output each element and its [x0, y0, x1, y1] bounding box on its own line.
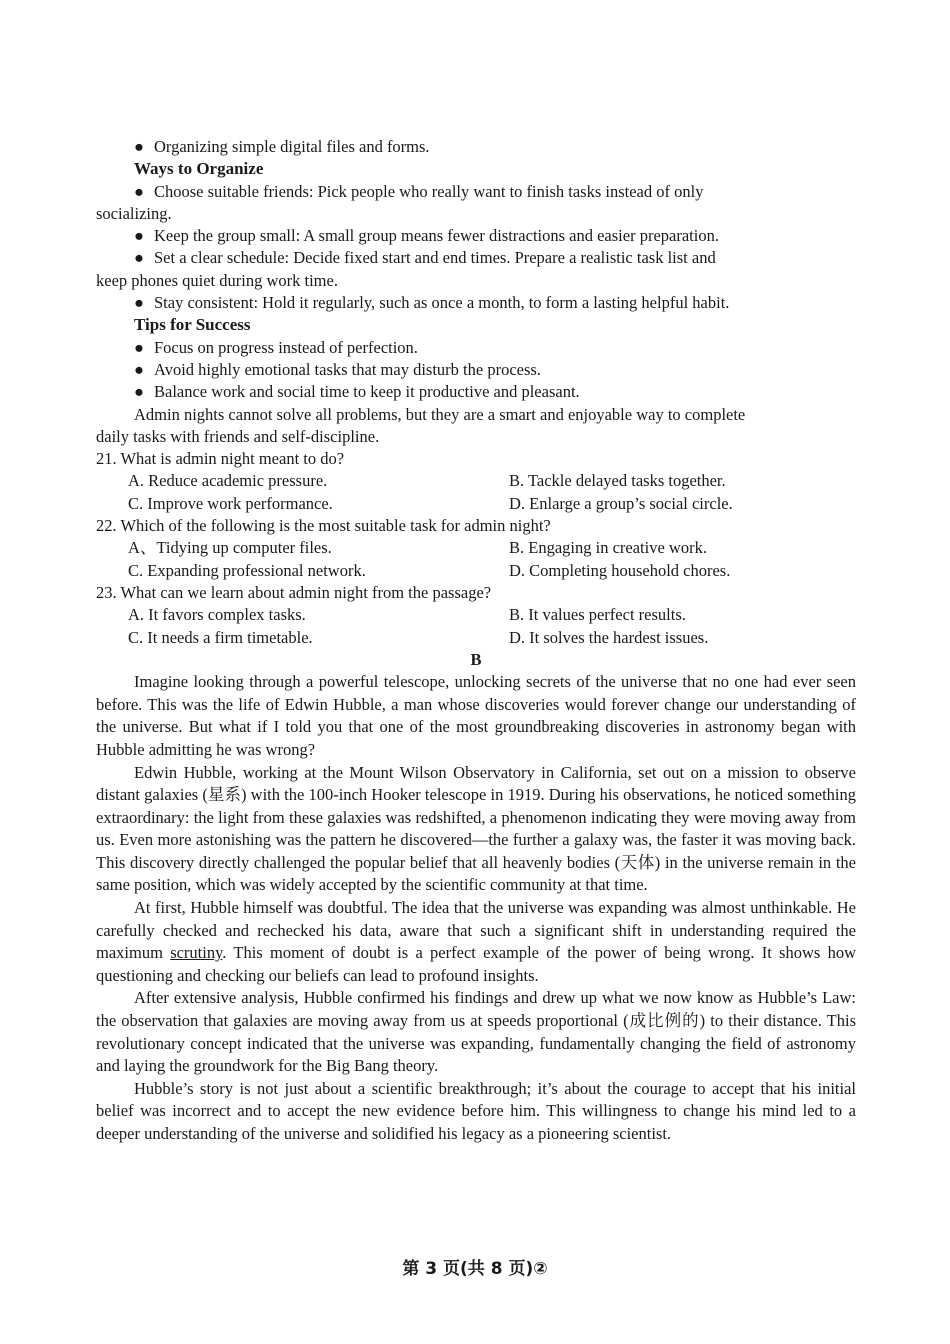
bullet-item: ● Choose suitable friends: Pick people who really want to finish tasks instead of only	[96, 181, 856, 203]
options-grid	[96, 537, 856, 582]
option-c: C. Expanding professional network.	[128, 560, 366, 580]
bullet-item: ● Avoid highly emotional tasks that may disturb the process.	[96, 359, 856, 381]
question-22	[96, 515, 856, 582]
section-label-b: B	[470, 649, 482, 669]
bullet-icon: ●	[134, 226, 144, 246]
bullet-item: ● Stay consistent: Hold it regularly, such as once a month, to form a lasting helpful habit.	[96, 292, 856, 314]
heading-tips-for-success: Tips for Success	[134, 315, 251, 335]
option-c: C. Improve work performance.	[128, 493, 333, 513]
passage-paragraph: Edwin Hubble, working at the Mount Wilson Observatory in California, set out on a mission to observe distant galaxies (星系) with the 100-inch Hooker telescope in 1919. During his observations, he noticed something extraordinary: the light from these galaxies was redshifted, a phenomenon indicating they were moving away from us. Even more astonishing was the pattern he discovered—the further a galaxy was, the faster it was moving back. This discovery directly challenged the popular belief that all heavenly bodies (天体) in the universe remain in the same position, which was widely accepted by the scientific community at that time.	[96, 762, 856, 895]
passage-paragraph: At first, Hubble himself was doubtful. The idea that the universe was expanding was almost unthinkable. He carefully checked and rechecked his data, aware that such a significant shift in understanding required the maximum scrutiny. This moment of doubt is a perfect example of the power of being wrong. It shows how questioning and checking our beliefs can lead to profound insights.	[96, 898, 856, 985]
bullet-icon: ●	[134, 359, 144, 379]
closing-line: Admin nights cannot solve all problems, but they are a smart and enjoyable way to complete	[134, 404, 746, 424]
closing-line: daily tasks with friends and self-discipline.	[96, 426, 380, 446]
exam-page	[96, 136, 856, 1146]
bullet-continuation: keep phones quiet during work time.	[96, 270, 338, 290]
bullet-icon: ●	[134, 181, 144, 201]
bullet-icon: ●	[134, 137, 144, 156]
option-a: A. It favors complex tasks.	[128, 605, 306, 625]
option-b: B. It values perfect results.	[509, 605, 686, 625]
option-a: A、Tidying up computer files.	[128, 538, 332, 558]
option-b: B. Tackle delayed tasks together.	[509, 471, 726, 491]
option-d: D. Enlarge a group’s social circle.	[509, 493, 733, 513]
bullet-item: ● Focus on progress instead of perfection.	[96, 337, 856, 359]
passage-paragraph: Imagine looking through a powerful telescope, unlocking secrets of the universe that no one had ever seen before. This was the life of Edwin Hubble, a man whose discoveries would forever change our understanding of the universe. But what if I told you that one of the most groundbreaking discoveries in astronomy began with Hubble admitting he was wrong?	[96, 672, 856, 759]
option-a: A. Reduce academic pressure.	[128, 471, 328, 491]
bullet-continuation: socializing.	[96, 203, 172, 223]
question-23	[96, 582, 856, 649]
passage-paragraph: Hubble’s story is not just about a scientific breakthrough; it’s about the courage to accept that his initial belief was incorrect and to accept the new evidence before him. This willingness to change his mind led to a deeper understanding of the universe and solidified his legacy as a pioneering scientist.	[96, 1078, 856, 1143]
options-grid	[96, 470, 856, 515]
question-stem: 23. What can we learn about admin night from the passage?	[96, 582, 492, 602]
passage-paragraph: After extensive analysis, Hubble confirmed his findings and drew up what we now know as Hubble’s Law: the observation that galaxies are moving away from us at speeds proportional (成比例的) to their distance. This revolutionary concept indicated that the universe was expanding, fundamentally changing the field of astronomy and laying the groundwork for the Big Bang theory.	[96, 988, 856, 1076]
page-number-footer: 第 3 页(共 8 页)②	[402, 1259, 548, 1279]
heading-ways-to-organize: Ways to Organize	[134, 159, 264, 179]
option-d: D. Completing household chores.	[509, 560, 731, 580]
question-21	[96, 448, 856, 515]
underlined-word: scrutiny	[170, 943, 223, 963]
bullet-icon: ●	[134, 337, 144, 357]
bullet-icon: ●	[134, 293, 144, 313]
bullet-icon: ●	[134, 248, 144, 268]
options-grid	[96, 604, 856, 649]
option-d: D. It solves the hardest issues.	[509, 627, 709, 647]
bullet-item: ● Set a clear schedule: Decide fixed start and end times. Prepare a realistic task list and	[96, 247, 856, 269]
option-c: C. It needs a firm timetable.	[128, 627, 313, 647]
question-stem: 22. Which of the following is the most suitable task for admin night?	[96, 516, 551, 536]
option-b: B. Engaging in creative work.	[509, 538, 707, 558]
bullet-item: ● Balance work and social time to keep it productive and pleasant.	[96, 381, 856, 403]
bullet-item: ● Keep the group small: A small group means fewer distractions and easier preparation.	[96, 225, 856, 247]
bullet-icon: ●	[134, 382, 144, 402]
bullet-item: ● Organizing simple digital files and forms.	[96, 136, 856, 158]
question-stem: 21. What is admin night meant to do?	[96, 449, 345, 469]
